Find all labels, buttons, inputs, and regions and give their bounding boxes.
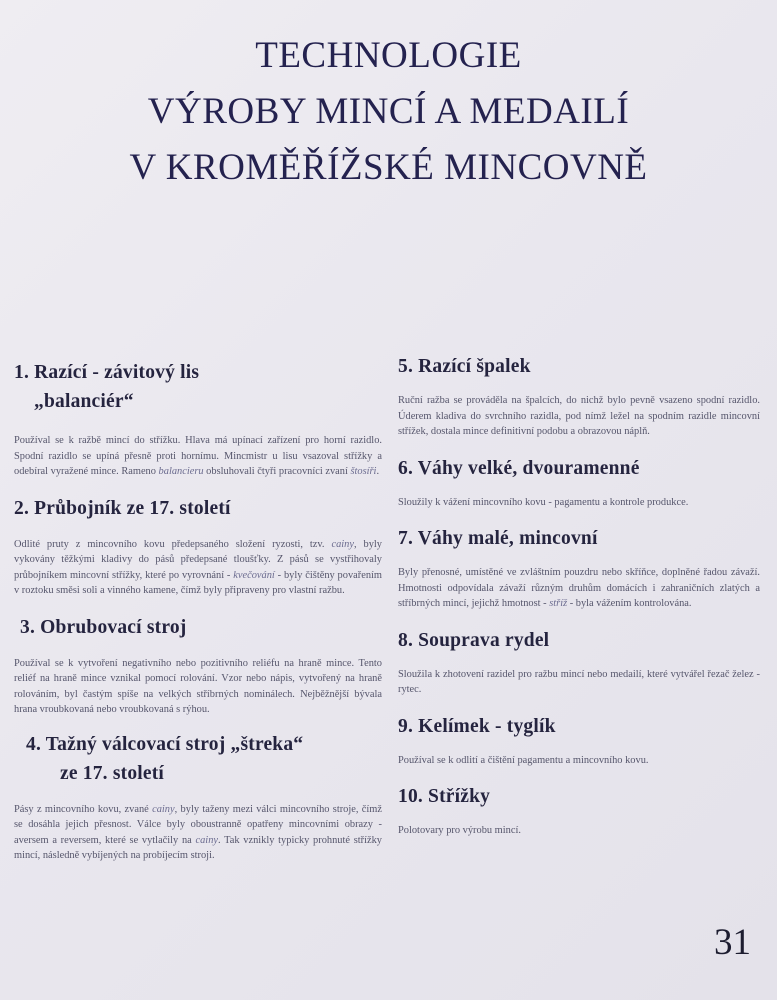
- section-2-heading: 2. Průbojník ze 17. století: [14, 497, 231, 519]
- section-10-text: Polotovary pro výrobu mincí.: [398, 825, 521, 836]
- section-8-heading: 8. Souprava rydel: [398, 629, 550, 651]
- section-3: [14, 613, 382, 718]
- section-9-text: Používal se k odlití a čištění pagamentu a mincovního kovu.: [398, 754, 649, 766]
- section-1-heading-line-1: 1. Razící - závitový lis: [14, 362, 200, 383]
- section-8: [398, 626, 760, 698]
- section-4-text: Pásy z mincovního kovu, zvané cainy, byly taženy mezi válci mincovního stroje, čímž se dosáhla jejich přesnost. Válce byly oboustranně opatřeny mincovními obrazy - aversem a reversem, které se vytlačily na cainy. Tak vznikly typicky prohnuté střížky mincí, následně vybíjených na probíjecím stroji.: [14, 803, 382, 861]
- section-10-heading: 10. Střížky: [398, 786, 491, 807]
- term-cainy: cainy: [331, 538, 354, 550]
- page-number: 31: [714, 922, 751, 963]
- section-3-text: Používal se k vytvoření negativního nebo pozitivního reliéfu na hraně mince. Tento reliéf na hraně mince vznikal pomocí rolování. Vzor nebo nápis, vytvořený na hraně rolováním, byl častým spíše na velkých stříbrných nominálech. Nejběžnější bývala hrana vroubkovaná nebo vroubkovaná s rýhou.: [14, 657, 382, 715]
- term-striz: stříž: [549, 598, 568, 609]
- right-column: [398, 352, 760, 839]
- section-7: [398, 524, 760, 612]
- section-1-heading: [14, 358, 382, 416]
- section-4: [14, 730, 382, 864]
- section-9-heading: 9. Kelímek - tyglík: [398, 715, 556, 737]
- term-stosiri: štosíři: [350, 466, 377, 477]
- left-column: [14, 352, 382, 864]
- section-10: [398, 782, 760, 839]
- term-kvecovani: kvečování: [233, 569, 275, 581]
- section-1-text: Používal se k ražbě mincí do střížku. Hlava má upínací zařízení pro horní razidlo. Spodní razidlo se upíná přesně proti hornímu. Mincmistr u lisu vsazoval střížky a odebíral vyražené mince. Rameno balancieru obsluhovali čtyři pracovníci zvaní štosíři.: [14, 435, 382, 477]
- section-4-heading: [14, 730, 382, 788]
- section-1: [14, 358, 382, 480]
- term-cainy-3: cainy: [195, 834, 219, 846]
- section-2-text: Odlité pruty z mincovního kovu předepsaného složení ryzosti, tzv. cainy, byly vykovány těžkými kladivy do pásů předepsané tloušťky. Z pásů se vystřihovaly průbojníkem mincovní střížky, které po vyrovnání - kvečování - byly čištěny povařením v roztoku směsi soli a vinného kamene, čímž byly připraveny pro vlastní ražbu.: [14, 538, 382, 596]
- section-1-heading-line-2: „balanciér“: [34, 391, 134, 412]
- section-4-heading-line-1: 4. Tažný válcovací stroj „štreka“: [26, 733, 304, 755]
- section-8-text: Sloužila k zhotovení razidel pro ražbu mincí nebo medailí, které vytvářel řezač želez - rytec.: [398, 668, 760, 695]
- section-2: [14, 494, 382, 599]
- term-balancier: balancieru: [158, 466, 204, 477]
- title-line-2: VÝROBY MINCÍ A MEDAILÍ: [147, 91, 630, 132]
- section-3-heading: 3. Obrubovací stroj: [20, 616, 187, 638]
- section-6-text: Sloužily k vážení mincovního kovu - pagamentu a kontrole produkce.: [398, 496, 689, 508]
- section-4-heading-line-2: ze 17. století: [60, 762, 165, 784]
- section-7-text: Byly přenosné, umístěné ve zvláštním pouzdru nebo skříňce, doplněné řadou závaží. Hmotnosti odpovídala závaží různým druhům domácích i zahraničních zlatých a stříbrných mincí, jejichž hmotnost - stříž - byla vážením kontrolována.: [398, 567, 760, 609]
- section-5: [398, 352, 760, 440]
- section-7-heading: 7. Váhy malé, mincovní: [398, 528, 598, 549]
- page-title: [0, 28, 777, 196]
- title-line-3: V KROMĚŘÍŽSKÉ MINCOVNĚ: [129, 147, 648, 188]
- section-5-text: Ruční ražba se prováděla na špalcích, do nichž bylo pevně vsazeno spodní razidlo. Úderem kladiva do svrchního razidla, pod nímž ležel na spodním razidle mincovní střížek, dostala mince definitivní podobu a obrazovou náplň.: [398, 395, 760, 437]
- section-5-heading: 5. Razící špalek: [398, 356, 531, 377]
- section-9: [398, 712, 760, 769]
- section-6-heading: 6. Váhy velké, dvouramenné: [398, 457, 640, 479]
- term-cainy-2: cainy: [152, 803, 175, 815]
- section-6: [398, 454, 760, 511]
- title-line-1: TECHNOLOGIE: [255, 35, 522, 76]
